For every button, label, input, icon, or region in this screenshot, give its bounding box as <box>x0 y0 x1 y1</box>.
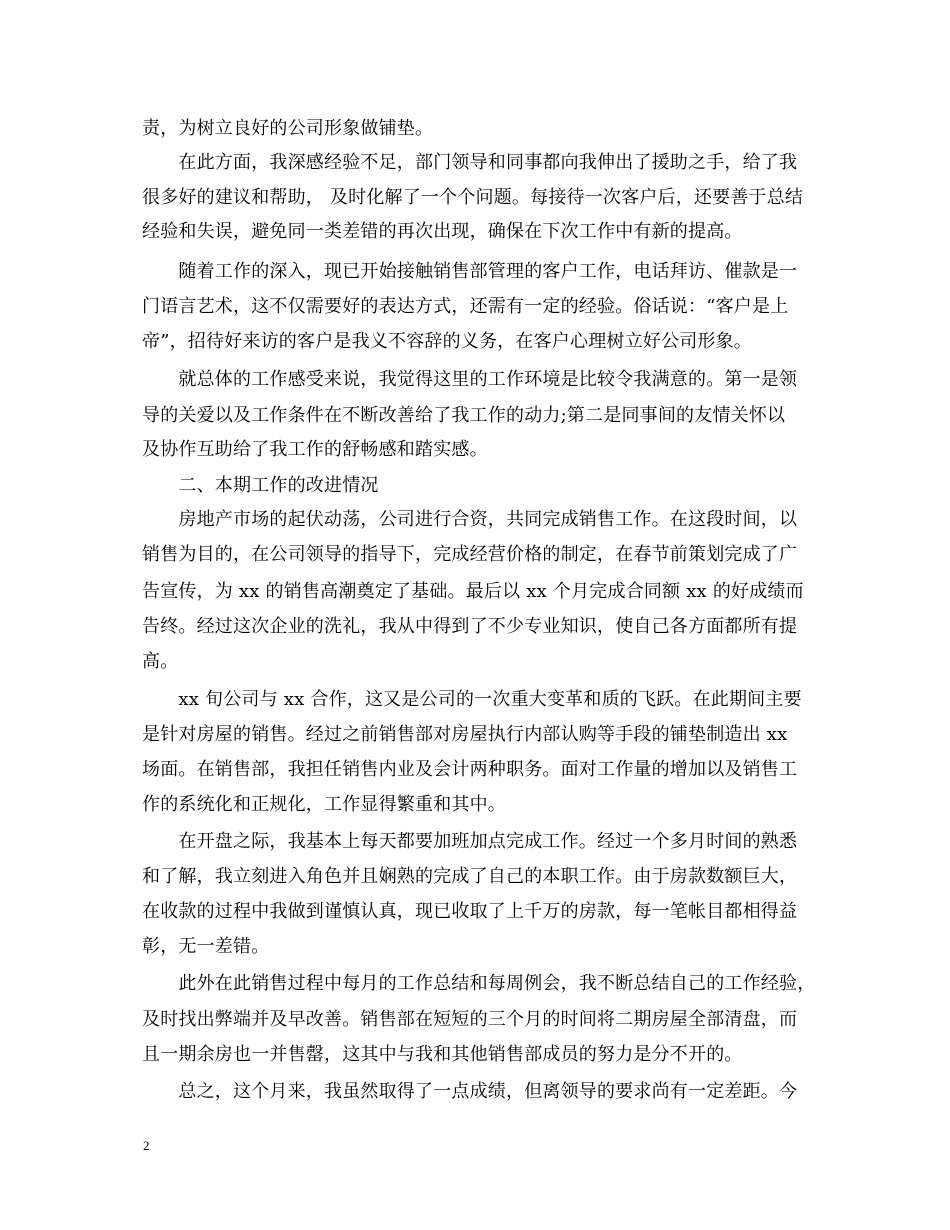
text-line: 导的关爱以及工作条件在不断改善给了我工作的动力;第二是同事间的友情关怀以 <box>142 405 786 426</box>
text-line: 就总体的工作感受来说，我觉得这里的工作环境是比较令我满意的。第一是领 <box>142 369 798 390</box>
text-line: 很多好的建议和帮助， 及时化解了一个个问题。每接待一次客户后，还要善于总结 <box>142 187 804 208</box>
text-line: 在开盘之际，我基本上每天都要加班加点完成工作。经过一个多月时间的熟悉 <box>142 831 798 852</box>
text-line: 作的系统化和正规化，工作显得繁重和其中。 <box>142 794 506 815</box>
text-line: 告终。经过这次企业的洗礼，我从中得到了不少专业知识，使自己各方面都所有提 <box>142 616 798 637</box>
text-line: 是针对房屋的销售。经过之前销售部对房屋执行内部认购等手段的铺垫制造出 xx <box>142 724 788 745</box>
text-line: 及协作互助给了我工作的舒畅感和踏实感。 <box>142 439 488 460</box>
text-line: 责，为树立良好的公司形象做铺垫。 <box>142 118 434 139</box>
text-line: 经验和失误，避免同一类差错的再次出现，确保在下次工作中有新的提高。 <box>142 221 743 242</box>
text-line: 彰，无一差错。 <box>142 936 270 957</box>
text-line: 在此方面，我深感经验不足，部门领导和同事都向我伸出了援助之手，给了我 <box>142 152 798 173</box>
section-heading: 二、本期工作的改进情况 <box>142 475 379 496</box>
text-line: 随着工作的深入，现已开始接触销售部管理的客户工作，电话拜访、催款是一 <box>142 261 798 282</box>
text-line: 且一期余房也一并售罄，这其中与我和其他销售部成员的努力是分不开的。 <box>142 1044 743 1065</box>
text-line: 此外在此销售过程中每月的工作总结和每周例会，我不断总结自己的工作经验， <box>142 973 816 994</box>
text-line: 高。 <box>142 651 179 672</box>
text-line: 和了解，我立刻进入角色并且娴熟的完成了自己的本职工作。由于房款数额巨大， <box>142 866 798 887</box>
text-line: 在收款的过程中我做到谨慎认真，现已收取了上千万的房款，每一笔帐目都相得益 <box>142 901 798 922</box>
text-line: 及时找出弊端并及早改善。销售部在短短的三个月的时间将二期房屋全部清盘，而 <box>142 1009 798 1030</box>
text-line: xx 旬公司与 xx 合作，这又是公司的一次重大变革和质的飞跃。在此期间主要 <box>142 689 802 710</box>
text-line: 总之，这个月来，我虽然取得了一点成绩，但离领导的要求尚有一定差距。今 <box>142 1081 798 1102</box>
text-line: 帝”，招待好来访的客户是我义不容辞的义务，在客户心理树立好公司形象。 <box>142 331 752 352</box>
text-line: 告宣传，为 xx 的销售高潮奠定了基础。最后以 xx 个月完成合同额 xx 的好成绩而 <box>142 581 804 602</box>
page-number: 2 <box>143 1138 150 1153</box>
text-line: 场面。在销售部，我担任销售内业及会计两种职务。面对工作量的增加以及销售工 <box>142 759 798 780</box>
text-line: 房地产市场的起伏动荡，公司进行合资，共同完成销售工作。在这段时间，以 <box>142 509 798 530</box>
text-line: 销售为目的，在公司领导的指导下，完成经营价格的制定，在春节前策划完成了广 <box>142 544 798 565</box>
text-line: 门语言艺术，这不仅需要好的表达方式，还需有一定的经验。俗话说：“客户是上 <box>142 296 789 317</box>
